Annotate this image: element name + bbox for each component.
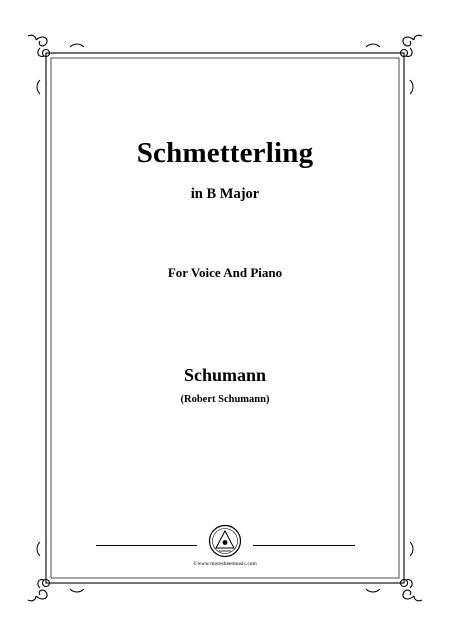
composer-full-name: (Robert Schumann) [180, 394, 270, 405]
divider-left [96, 545, 197, 546]
divider-right [253, 545, 355, 546]
score-title: Schmetterling [136, 137, 314, 169]
triangle-emblem-seal-icon [208, 524, 242, 558]
footer-website: ©www.moresheetmusic.com [193, 561, 257, 567]
score-instrumentation: For Voice And Piano [167, 265, 283, 280]
composer-name: Schumann [183, 365, 267, 385]
score-key: in B Major [190, 186, 260, 202]
